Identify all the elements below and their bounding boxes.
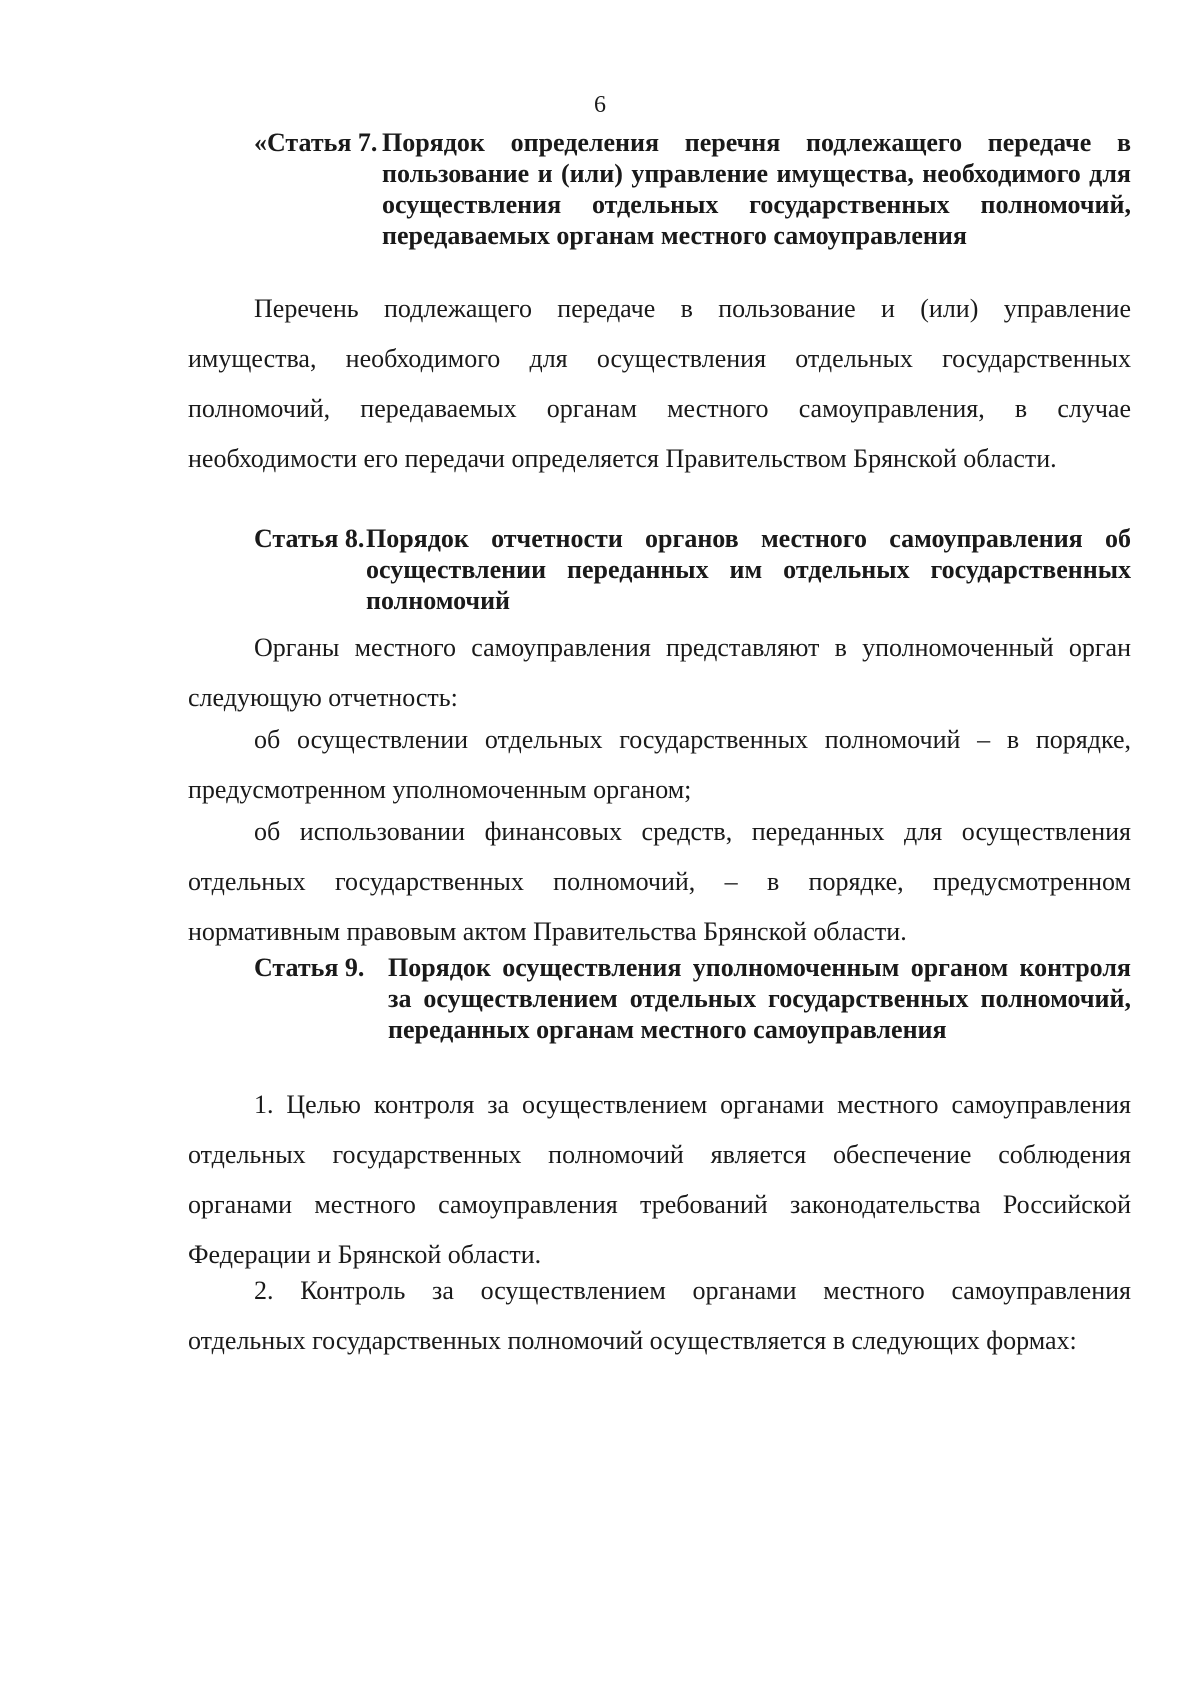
article-7-heading [254, 127, 1131, 251]
article-9-heading [254, 952, 1131, 1045]
article-7-label: «Статья 7. [254, 128, 378, 157]
article-9-paragraph-1: 1. Целью контроля за осуществлением органами местного самоуправления отдельных государственных полномочий является обеспечение соблюдения органами местного самоуправления требований законодательства Российской Федерации и Брянской области. [188, 1090, 1131, 1269]
article-8-paragraph-1: Органы местного самоуправления представляют в уполномоченный орган следующую отчетность: [188, 633, 1131, 712]
article-8-title: Порядок отчетности органов местного самоуправления об осуществлении переданных им отдельных государственных полномочий [366, 524, 1131, 615]
page-number: 6 [594, 92, 606, 118]
article-9-title: Порядок осуществления уполномоченным органом контроля за осуществлением отдельных государственных полномочий, переданных органам местного самоуправления [388, 953, 1131, 1044]
article-8-label: Статья 8. [254, 524, 365, 553]
article-7-paragraph-1: Перечень подлежащего передаче в пользование и (или) управление имущества, необходимого для осуществления отдельных государственных полномочий, передаваемых органам местного самоуправления, в случае необходимости его передачи определяется Правительством Брянской области. [188, 294, 1131, 473]
article-9-paragraph-2: 2. Контроль за осуществлением органами местного самоуправления отдельных государственных полномочий осуществляется в следующих формах: [188, 1276, 1131, 1355]
article-7-title: Порядок определения перечня подлежащего передаче в пользование и (или) управление имущества, необходимого для осуществления отдельных государственных полномочий, передаваемых органам местного самоуправления [382, 128, 1131, 250]
article-8-paragraph-2: об осуществлении отдельных государственных полномочий – в порядке, предусмотренном уполномоченным органом; [188, 725, 1131, 804]
article-8-heading [254, 523, 1131, 616]
article-8-paragraph-3: об использовании финансовых средств, переданных для осуществления отдельных государственных полномочий, – в порядке, предусмотренном нормативным правовым актом Правительства Брянской области. [188, 817, 1131, 946]
article-9-label: Статья 9. [254, 953, 365, 982]
